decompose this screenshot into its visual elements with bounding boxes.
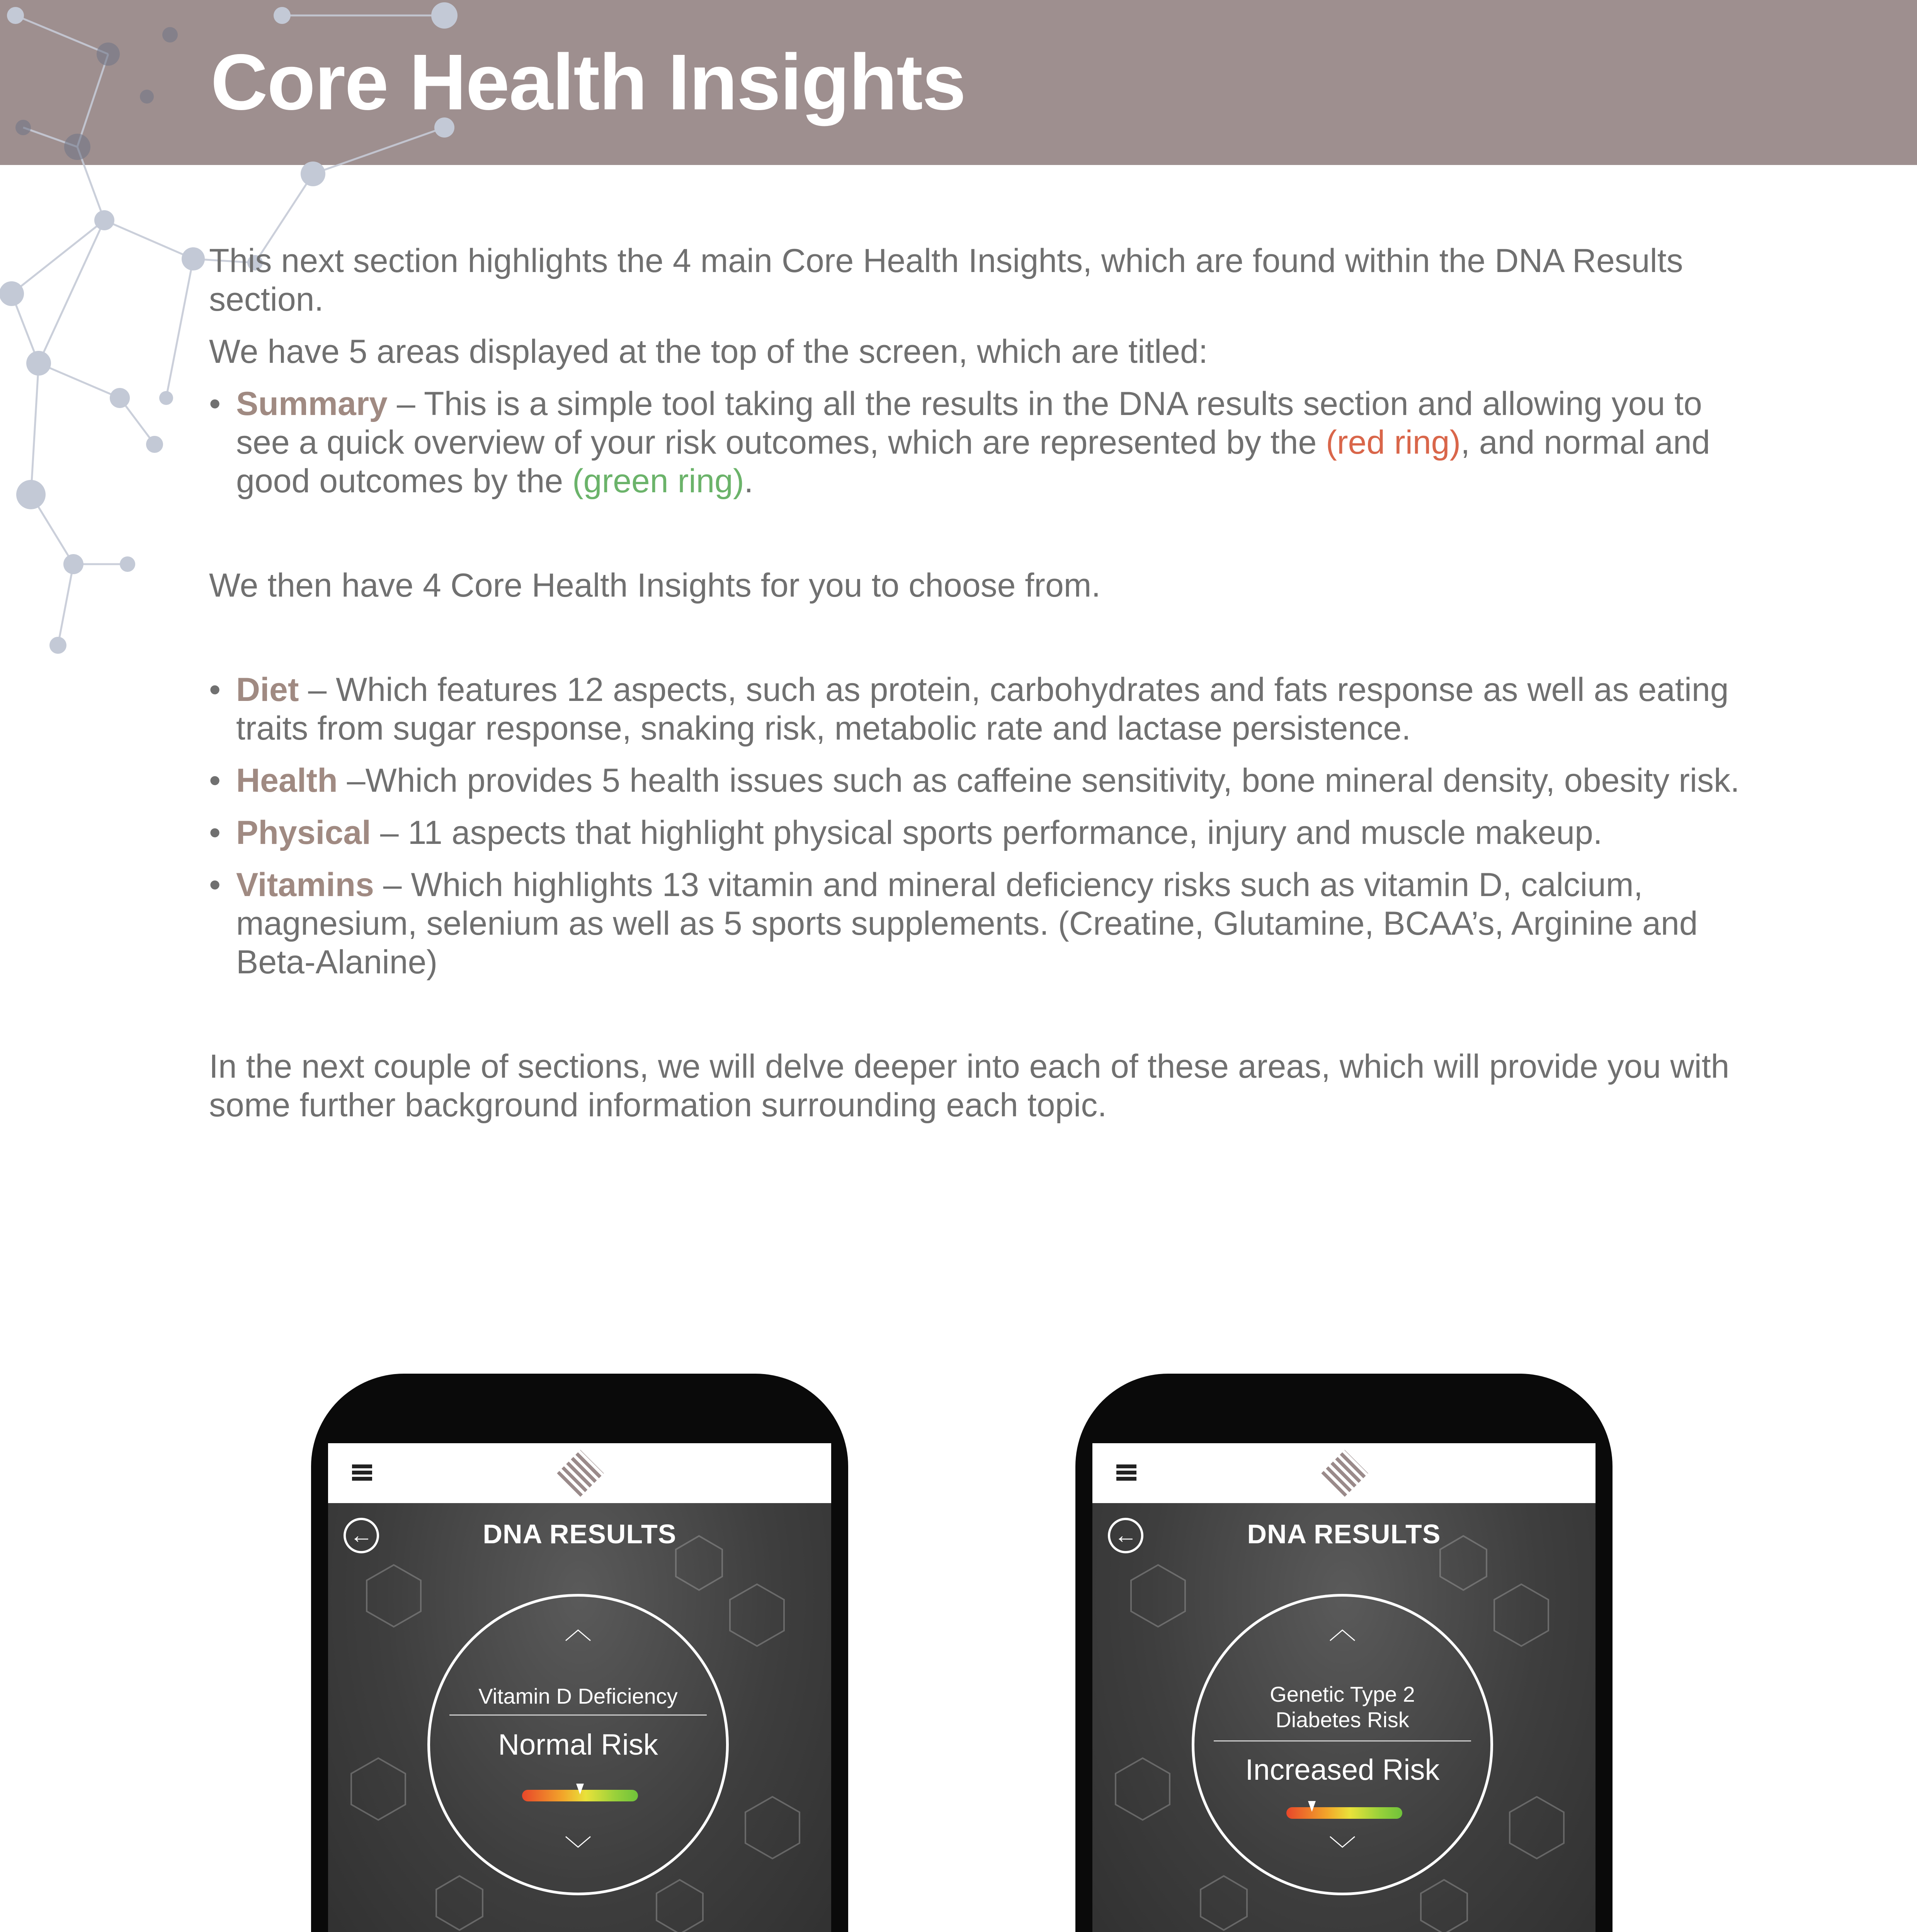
vitamins-text: – Which highlights 13 vitamin and mineral deficiency risks such as vitamin D, calcium, magnesium, selenium as well as 5 sports supplements. (Creatine, Glutamine, BCAA’s, Arginine and Beta-Alanine)	[236, 866, 1698, 981]
vitamins-bullet	[209, 866, 1755, 981]
dna-results-hero	[328, 1503, 831, 1932]
gauge-marker	[576, 1784, 584, 1794]
physical-bullet	[209, 813, 1755, 852]
red-ring-label: (red ring)	[1326, 424, 1461, 461]
chevron-up-icon[interactable]: ︿	[1329, 1614, 1356, 1645]
chevron-up-icon[interactable]: ︿	[565, 1614, 592, 1645]
choose-paragraph	[209, 566, 1755, 605]
intro-p4: In the next couple of sections, we will delve deeper into each of these areas, which will provide you with some further background information surrounding each topic.	[209, 1048, 1730, 1124]
app-top-bar	[328, 1443, 831, 1503]
back-arrow-icon[interactable]: ←	[1108, 1518, 1143, 1553]
risk-gauge	[522, 1790, 638, 1801]
gauge-marker	[1308, 1801, 1316, 1812]
intro-p3: We then have 4 Core Health Insights for you to choose from.	[209, 567, 1101, 604]
areas-paragraph	[209, 332, 1755, 371]
physical-keyword: Physical	[236, 814, 371, 851]
intro-paragraph	[209, 242, 1755, 319]
ring-divider	[449, 1714, 707, 1716]
dna-results-hero	[1092, 1503, 1596, 1932]
page-title: Core Health Insights	[211, 38, 966, 126]
diet-keyword: Diet	[236, 671, 299, 708]
ring-trait-label: Vitamin D Deficiency	[478, 1684, 678, 1708]
vitamins-keyword: Vitamins	[236, 866, 374, 903]
intro-p1: This next section highlights the 4 main Core Health Insights, which are found within the DNA Results section.	[209, 242, 1683, 318]
back-arrow-icon[interactable]: ←	[344, 1518, 379, 1553]
diet-text: – Which features 12 aspects, such as protein, carbohydrates and fats response as well as eating traits from sugar response, snaking risk, metabolic rate and lactase persistence.	[236, 671, 1729, 747]
bullet-dot: •	[209, 385, 221, 422]
ring-trait-label: Genetic Type 2	[1270, 1682, 1415, 1706]
phone-mockup-health	[1075, 1374, 1613, 1932]
health-keyword: Health	[236, 762, 338, 799]
diet-bullet	[209, 670, 1755, 748]
bullet-dot: •	[209, 814, 221, 851]
app-logo	[557, 1450, 604, 1497]
summary-text-a: – This is a simple tool taking all the results in the DNA results section and allowing you to see a quick overview of your risk outcomes, which are represented by the	[236, 385, 1702, 461]
risk-gauge	[1286, 1807, 1402, 1819]
closing-paragraph	[209, 1047, 1755, 1124]
phone-screen	[1092, 1443, 1596, 1932]
chevron-down-icon[interactable]: ﹀	[565, 1835, 592, 1865]
app-top-bar	[1092, 1443, 1596, 1503]
summary-keyword: Summary	[236, 385, 388, 422]
intro-p2: We have 5 areas displayed at the top of the screen, which are titled:	[209, 333, 1208, 370]
physical-text: – 11 aspects that highlight physical sports performance, injury and muscle makeup.	[371, 814, 1602, 851]
summary-text-b: , and normal and good outcomes by the	[236, 424, 1710, 500]
summary-bullet	[209, 384, 1755, 500]
insights-list	[209, 670, 1755, 981]
menu-icon[interactable]	[1116, 1464, 1136, 1481]
bullet-dot: •	[209, 762, 221, 799]
phone-screen	[328, 1443, 831, 1932]
phone-mockup-vitamins	[311, 1374, 848, 1932]
health-bullet	[209, 761, 1755, 800]
result-ring	[1192, 1594, 1493, 1895]
summary-text-c: .	[744, 463, 754, 500]
result-ring	[427, 1594, 729, 1895]
bullet-dot: •	[209, 866, 221, 903]
ring-trait-label: Diabetes Risk	[1276, 1708, 1409, 1732]
ring-risk-status: Increased Risk	[1245, 1753, 1440, 1786]
bullet-dot: •	[209, 671, 221, 708]
ring-risk-status: Normal Risk	[498, 1728, 658, 1761]
dna-results-title: DNA RESULTS	[483, 1519, 677, 1549]
green-ring-label: (green ring)	[572, 463, 744, 500]
app-logo	[1321, 1450, 1368, 1497]
ring-divider	[1214, 1740, 1471, 1742]
health-text: –Which provides 5 health issues such as caffeine sensitivity, bone mineral density, obesity risk.	[337, 762, 1740, 799]
dna-results-title: DNA RESULTS	[1247, 1519, 1441, 1549]
chevron-down-icon[interactable]: ﹀	[1329, 1835, 1356, 1865]
menu-icon[interactable]	[352, 1464, 372, 1481]
